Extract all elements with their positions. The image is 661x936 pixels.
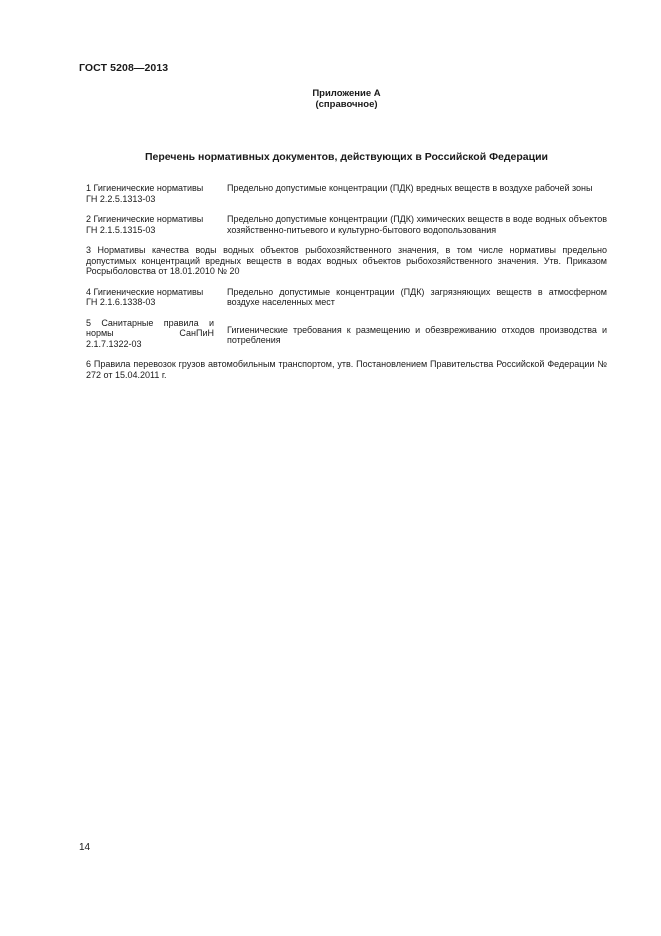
appendix-subtitle: (справочное) <box>315 99 378 110</box>
normative-documents-list <box>86 183 607 390</box>
appendix-title: Приложение А <box>312 88 381 99</box>
list-item <box>86 318 607 350</box>
list-item-text: 6 Правила перевозок грузов автомобильным транспортом, утв. Постановлением Правительства Российской Федерации № 272 от 15.04.2011 г. <box>86 359 607 380</box>
list-title-text: Перечень нормативных документов, действующих в Российской Федерации <box>145 151 548 163</box>
list-item <box>86 183 607 204</box>
appendix-heading <box>0 88 661 110</box>
list-item-document: 2 Гигиенические нормативы ГН 2.1.5.1315-03 <box>86 214 204 235</box>
list-item-document: 4 Гигиенические нормативы ГН 2.1.6.1338-03 <box>86 286 204 307</box>
document-code: ГОСТ 5208—2013 <box>79 62 169 74</box>
list-item-title: Гигиенические требования к размещению и обезвреживанию отходов производства и потребления <box>227 324 607 345</box>
page-number: 14 <box>79 842 91 853</box>
list-title <box>0 151 661 163</box>
list-item-text: 3 Нормативы качества воды водных объектов рыбохозяйственного значения, в том числе нормативы предельно допустимых концентраций вредных веществ в водах водных объектов рыбохозяйственного значения. Утв. Приказом Росрыболовства от 18.01.2010 № 20 <box>86 245 607 276</box>
list-item-title: Предельно допустимые концентрации (ПДК) загрязняющих веществ в атмосферном воздухе населенных мест <box>227 286 607 307</box>
list-item-document-line: 5 Санитарные правила и нормы СанПиН <box>86 317 214 338</box>
list-item <box>86 359 607 380</box>
list-item-document <box>86 318 214 350</box>
list-item-title: Предельно допустимые концентрации (ПДК) химических веществ в воде водных объектов хозяйственно-питьевого и культурно-бытового водопользования <box>227 214 607 235</box>
list-item <box>86 245 607 277</box>
list-item-title: Предельно допустимые концентрации (ПДК) вредных веществ в воздухе рабочей зоны <box>227 183 593 193</box>
list-item <box>86 287 607 308</box>
list-item <box>86 214 607 235</box>
list-item-document-number: 2.1.7.1322-03 <box>86 338 142 349</box>
list-item-document: 1 Гигиенические нормативы ГН 2.2.5.1313-03 <box>86 183 204 204</box>
